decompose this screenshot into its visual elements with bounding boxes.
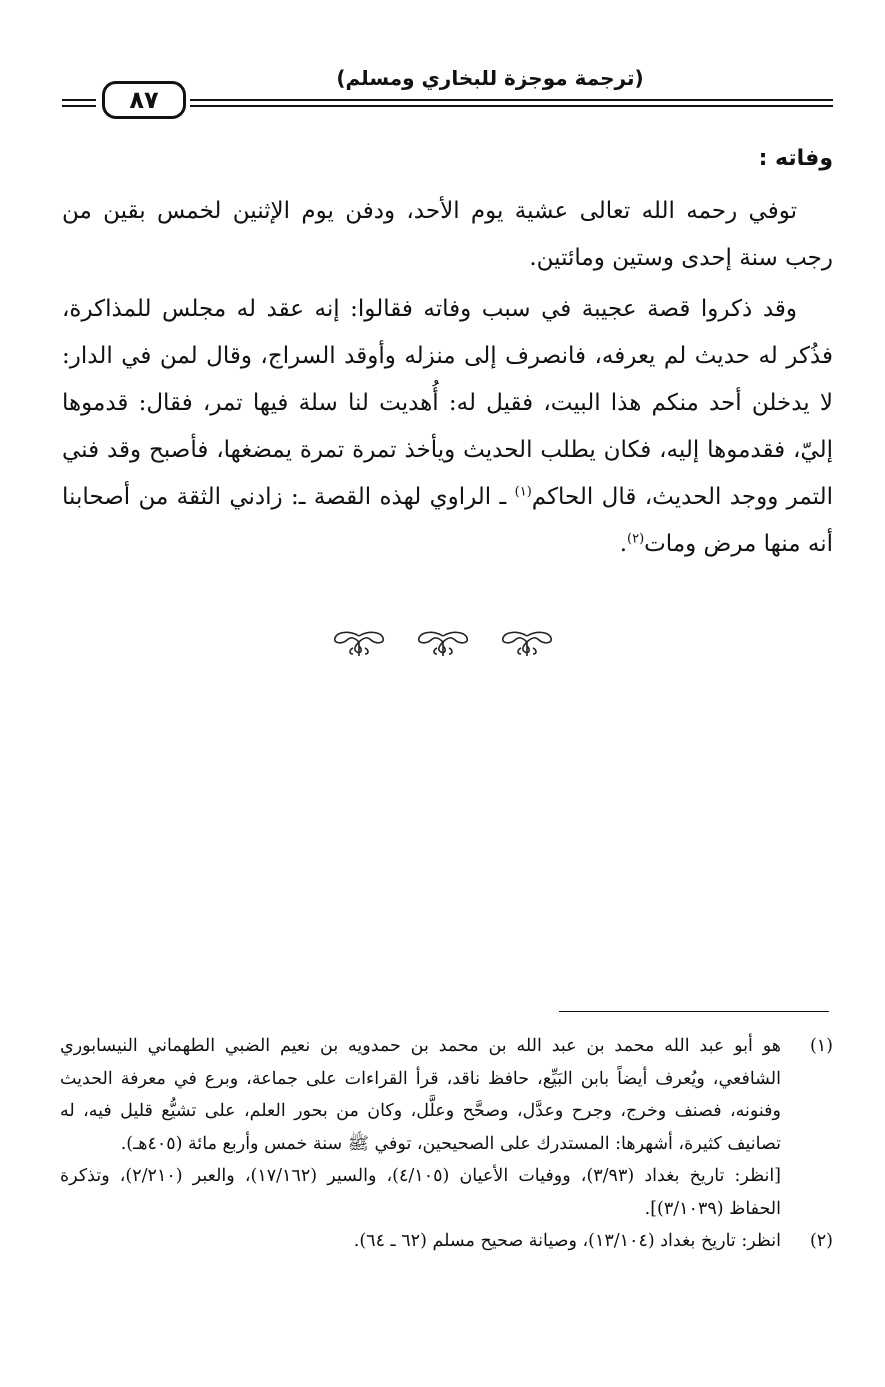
footnote-text: هو أبو عبد الله محمد بن عبد الله بن محمد بن حمدويه بن نعيم الضبي الطهماني النيسابوري الشافعي، ويُعرف أيضاً بابن البَيِّع، حافظ ناقد، قرأ القراءات على جماعة، وبرع في معرفة الحديث وفنونه، فصنف وخرج، وجرح وعدَّل، وصحَّح وعلَّل، وكان من بحور العلم، على تشيُّع قليل فيه، له تصانيف كثيرة، أشهرها: المستدرك على الصحيحين، توفي ﷺ سنة خمس وأربع مائة (٤٠٥هـ).	[60, 1036, 781, 1154]
paragraph-text	[62, 286, 833, 568]
section-heading: وفاته :	[758, 146, 833, 171]
running-header-title: (ترجمة موجزة للبخاري ومسلم)	[336, 66, 644, 90]
paragraph-text-part2: ـ الراوي لهذه القصة ـ: زادني الثقة من أصحابنا أنه منها مرض ومات	[62, 484, 833, 557]
paragraph-text-part1: وقد ذكروا قصة عجيبة في سبب وفاته فقالوا: إنه عقد له مجلس للمذاكرة، فذُكر له حديث لم يعرفه، فانصرف إلى منزله وأوقد السراج، وقال لمن في الدار: لا يدخلن أحد منكم هذا البيت، فقيل له: أُهديت لنا سلة فيها تمر، فقال: قدموها إليّ، فقدموها إليه، فكان يطلب الحديث ويأخذ تمرة تمرة يمضغها، فأصبح وقد فني التمر ووجد الحديث، قال الحاكم	[62, 296, 833, 510]
body-paragraph-2	[62, 286, 833, 568]
footnote-reference-2[interactable]: (٢)	[627, 531, 645, 547]
section-divider-ornaments	[0, 630, 885, 658]
floral-ornament-icon	[331, 630, 387, 658]
floral-ornament-icon	[415, 630, 471, 658]
floral-ornament-icon	[499, 630, 555, 658]
footnote-text: انظر: تاريخ بغداد (١٣/١٠٤)، وصيانة صحيح مسلم (٦٢ ـ ٦٤).	[353, 1231, 781, 1251]
footnotes	[60, 1030, 833, 1258]
footnote-number: (٢)	[809, 1231, 833, 1251]
header-rule	[190, 99, 833, 107]
footnote-reference-1[interactable]: (١)	[514, 484, 532, 500]
header-rule-short	[62, 99, 96, 107]
footnote-sources: [انظر: تاريخ بغداد (٣/٩٣)، ووفيات الأعيان (٤/١٠٥)، والسير (١٧/١٦٢)، والعبر (٢/٢١٠)، وتذكرة الحفاظ (٣/١٠٣٩)].	[60, 1166, 782, 1219]
footnote-2	[60, 1225, 833, 1258]
page-number: ٨٧	[102, 81, 186, 119]
footnote-1	[60, 1030, 833, 1225]
footnote-separator	[559, 1011, 829, 1012]
paragraph-end: .	[619, 531, 628, 557]
paragraph-text: توفي رحمه الله تعالى عشية يوم الأحد، ودفن يوم الإثنين لخمس بقين من رجب سنة إحدى وستين ومائتين.	[62, 198, 833, 271]
footnote-number: (١)	[809, 1036, 833, 1056]
body-paragraph-1	[62, 188, 833, 282]
